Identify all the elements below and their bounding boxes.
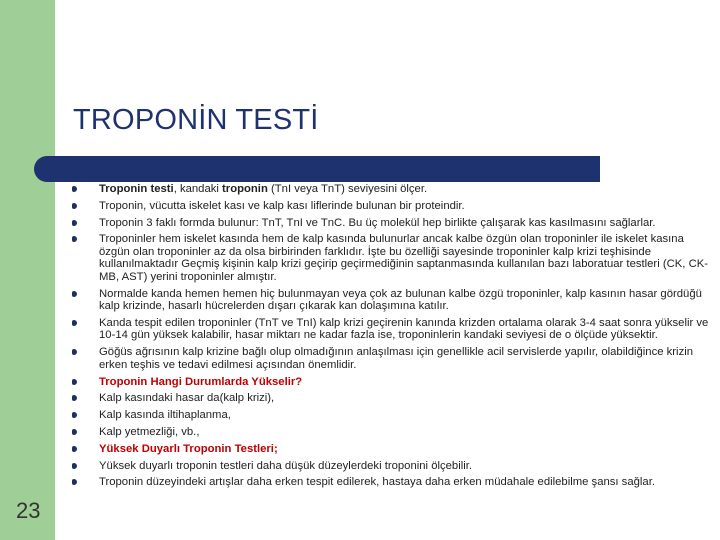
bullet-heading: Yüksek Duyarlı Troponin Testleri; bbox=[68, 443, 716, 456]
slide-number: 23 bbox=[16, 498, 41, 523]
bullet-icon bbox=[72, 429, 77, 435]
bullet-item: Normalde kanda hemen hemen hiç bulunmayan veya çok az bulunan kalbe özgü troponinler, kalp kasının hasar gördüğü kalp krizinde, hasarlı hücrelerden dışarı çıkarak kan dolaşımına katılır. bbox=[68, 288, 716, 313]
title-rule-bar bbox=[54, 156, 600, 182]
bullet-item: Yüksek duyarlı troponin testleri daha düşük düzeylerdeki troponini ölçebilir. bbox=[68, 460, 716, 473]
bullet-item: Troponin, vücutta iskelet kası ve kalp kası liflerinde bulunan bir proteindir. bbox=[68, 200, 716, 213]
bullet-icon bbox=[72, 412, 77, 418]
slide-title: TROPONİN TESTİ bbox=[73, 104, 319, 136]
bullet-item: Troponinler hem iskelet kasında hem de kalp kasında bulunurlar ancak kalbe özgün olan troponinler ile iskelet kasına özgün olan troponinler az da olsa birbirinden farklıdır. İşte bu özelliği sayesinde troponinler kalp krizi teşhisinde kullanılmaktadır Geçmiş kişinin kalp krizi geçirip geçirmediğinin saptanmasında kullanılan bazı laboratuar testleri (CK, CK-MB, AST) yerini troponinler almıştır. bbox=[68, 233, 716, 283]
bullet-icon bbox=[72, 463, 77, 469]
title-rule bbox=[34, 156, 600, 182]
bullet-item: Troponin testi, kandaki troponin (TnI veya TnT) seviyesini ölçer. bbox=[68, 183, 716, 196]
bullet-icon bbox=[72, 220, 77, 226]
bullet-icon bbox=[72, 236, 77, 242]
bullet-item: Kalp kasında iltihaplanma, bbox=[68, 409, 716, 422]
bullet-item: Göğüs ağrısının kalp krizine bağlı olup olmadığının anlaşılması için genellikle acil servislerde yapılır, olabildiğince krizin erken teşhis ve tedavi edilmesi açısından önemlidir. bbox=[68, 346, 716, 371]
bullet-item: Kalp yetmezliği, vb., bbox=[68, 426, 716, 439]
bullet-item: Kalp kasındaki hasar da(kalp krizi), bbox=[68, 392, 716, 405]
bullet-icon bbox=[72, 379, 77, 385]
bullet-item: Troponin 3 faklı formda bulunur: TnT, TnI ve TnC. Bu üç molekül hep birlikte çalışarak kas kasılmasını sağlarlar. bbox=[68, 217, 716, 230]
bullet-icon bbox=[72, 291, 77, 297]
bullet-icon bbox=[72, 395, 77, 401]
bullet-item: Troponin düzeyindeki artışlar daha erken tespit edilerek, hastaya daha erken müdahale edilebilme şansı sağlar. bbox=[68, 476, 716, 489]
bullet-icon bbox=[72, 186, 77, 192]
bullet-icon bbox=[72, 349, 77, 355]
bullet-item: Kanda tespit edilen troponinler (TnT ve TnI) kalp krizi geçirenin kanında krizden ortalama olarak 3-4 saat sonra yükselir ve 10-14 gün yüksek kalabilir, hasar miktarı ne kadar fazla ise, troponinlerin kandaki seviyesi de o ölçüde yüksektir. bbox=[68, 317, 716, 342]
sidebar-accent bbox=[0, 0, 55, 540]
bullet-icon bbox=[72, 479, 77, 485]
bullet-icon bbox=[72, 203, 77, 209]
bullet-list bbox=[68, 183, 716, 493]
bullet-icon bbox=[72, 320, 77, 326]
bullet-heading: Troponin Hangi Durumlarda Yükselir? bbox=[68, 376, 716, 389]
bullet-icon bbox=[72, 446, 77, 452]
